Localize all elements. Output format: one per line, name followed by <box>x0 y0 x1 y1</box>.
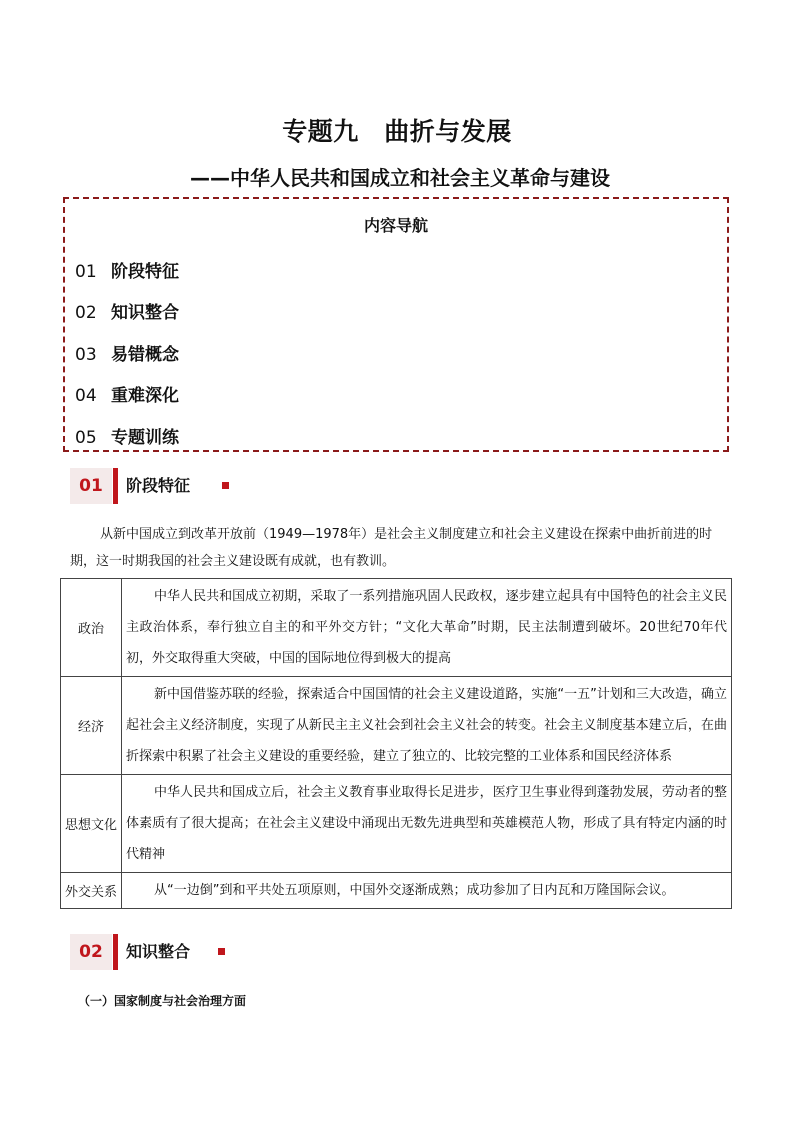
content-navigation-box <box>63 197 729 452</box>
row-label: 外交关系 <box>61 873 122 909</box>
section-label: 阶段特征 <box>126 476 191 495</box>
section-header-1 <box>70 468 240 504</box>
section-bar <box>113 468 118 504</box>
page-title: 专题九 曲折与发展 <box>282 117 512 146</box>
row-content: 中华人民共和国成立后，社会主义教育事业取得长足进步，医疗卫生事业得到蓬勃发展，劳动者的整体素质有了很大提高；在社会主义建设中涌现出无数先进典型和英雄模范人物，形成了具有特定内涵的时代精神 <box>122 775 732 873</box>
nav-item-2[interactable] <box>75 298 179 323</box>
section-number: 01 <box>70 468 112 504</box>
table-row <box>61 873 732 909</box>
table-row <box>61 579 732 677</box>
nav-item-label: 专题训练 <box>111 428 179 448</box>
row-label: 经济 <box>61 677 122 775</box>
nav-item-label: 阶段特征 <box>111 262 179 282</box>
nav-item-5[interactable] <box>75 423 179 448</box>
section-intro-paragraph: 从新中国成立到改革开放前（1949—1978年）是社会主义制度建立和社会主义建设在探索中曲折前进的时期，这一时期我国的社会主义建设既有成就，也有教训。 <box>70 527 713 569</box>
row-content: 中华人民共和国成立初期，采取了一系列措施巩固人民政权，逐步建立起具有中国特色的社会主义民主政治体系，奉行独立自主的和平外交方针；“文化大革命”时期，民主法制遭到破坏。20世纪70年代初，外交取得重大突破，中国的国际地位得到极大的提高 <box>122 579 732 677</box>
nav-item-3[interactable] <box>75 340 179 365</box>
table-row <box>61 677 732 775</box>
nav-item-label: 易错概念 <box>111 345 179 365</box>
nav-item-number: 02 <box>75 303 97 323</box>
nav-item-number: 04 <box>75 386 97 406</box>
square-bullet-icon <box>222 482 229 489</box>
stage-characteristics-table <box>60 578 732 909</box>
section-number: 02 <box>70 934 112 970</box>
row-label: 思想文化 <box>61 775 122 873</box>
nav-item-label: 重难深化 <box>111 386 179 406</box>
row-label: 政治 <box>61 579 122 677</box>
table-row <box>61 775 732 873</box>
nav-item-number: 05 <box>75 428 97 448</box>
row-content: 从“一边倒”到和平共处五项原则，中国外交逐渐成熟；成功参加了日内瓦和万隆国际会议。 <box>122 873 732 909</box>
nav-item-1[interactable] <box>75 257 179 282</box>
subsection-heading: （一）国家制度与社会治理方面 <box>78 994 247 1008</box>
nav-item-label: 知识整合 <box>111 303 179 323</box>
page-subtitle: ——中华人民共和国成立和社会主义革命与建设 <box>190 166 610 190</box>
section-header-2 <box>70 934 240 970</box>
section-bar <box>113 934 118 970</box>
nav-title: 内容导航 <box>363 216 428 235</box>
section-label: 知识整合 <box>126 942 191 961</box>
nav-item-4[interactable] <box>75 381 179 406</box>
square-bullet-icon <box>218 948 225 955</box>
row-content: 新中国借鉴苏联的经验，探索适合中国国情的社会主义建设道路，实施“一五”计划和三大改造，确立起社会主义经济制度，实现了从新民主主义社会到社会主义社会的转变。社会主义制度基本建立后，在曲折探索中积累了社会主义建设的重要经验，建立了独立的、比较完整的工业体系和国民经济体系 <box>122 677 732 775</box>
nav-item-number: 03 <box>75 345 97 365</box>
nav-item-number: 01 <box>75 262 97 282</box>
